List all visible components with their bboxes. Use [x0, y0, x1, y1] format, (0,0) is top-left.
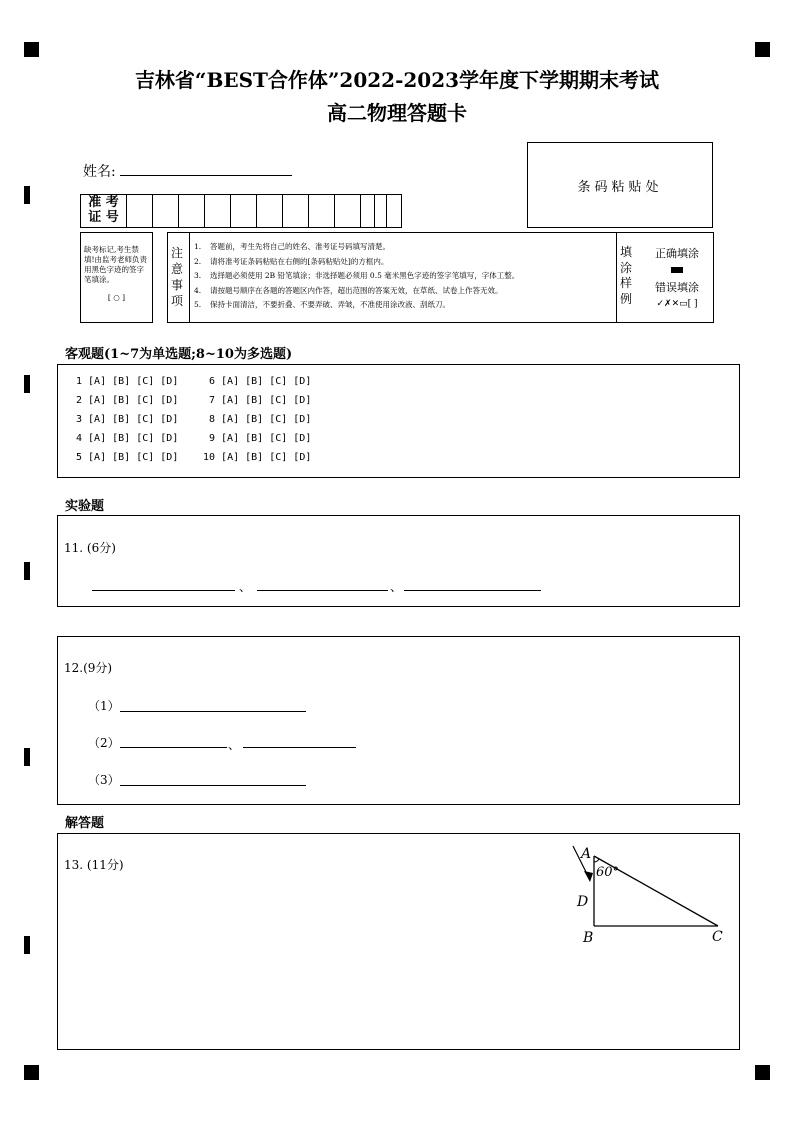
q12-separator: 、 [228, 738, 241, 752]
q11-separator: 、 [239, 580, 252, 594]
choice-row[interactable]: 2 [A] [B] [C] [D] [76, 395, 179, 406]
exam-id-label-line2: 证 号 [88, 210, 119, 225]
choice-row[interactable]: 8 [A] [B] [C] [D] [209, 414, 312, 425]
q12-answer-box [57, 636, 740, 805]
notice-item [194, 255, 614, 270]
exam-id-digit-cell[interactable] [178, 194, 205, 228]
divider [616, 232, 617, 323]
exam-id-digit-cell[interactable] [374, 194, 402, 228]
solution-section-title: 解答题 [65, 816, 105, 831]
q12-blank-2b[interactable] [243, 747, 356, 748]
fill-heading-char: 涂 [620, 260, 633, 275]
exam-id-digit-cell[interactable] [334, 194, 361, 228]
absent-mark-box [80, 232, 153, 323]
q12-part-3-label: （3） [88, 773, 120, 787]
choice-row[interactable]: 5 [A] [B] [C] [D] [76, 452, 179, 463]
corner-mark-top-right [755, 42, 770, 57]
name-field[interactable] [120, 175, 292, 176]
barcode-area [527, 142, 713, 228]
page-title: 吉林省“BEST合作体”2022-2023学年度下学期期末考试 [134, 68, 660, 92]
objective-section-title: 客观题(1~7为单选题;8~10为多选题) [65, 347, 293, 362]
exam-id-digit-cell[interactable] [256, 194, 283, 228]
point-d-label: D [577, 894, 589, 910]
notice-text: 请将准考证条码粘贴在右侧的[条码粘贴处]的方框内。 [210, 256, 389, 266]
corner-mark-bottom-left [24, 1065, 39, 1080]
fill-example-heading [620, 245, 634, 307]
wrong-fill-icons: ✓✗✕▭[ ] [656, 299, 698, 309]
ray-arrowhead [584, 871, 593, 882]
timing-mark [24, 375, 30, 393]
fill-heading-char: 样 [620, 276, 633, 290]
choice-row[interactable]: 1 [A] [B] [C] [D] [76, 376, 179, 387]
exam-id-digit-cell[interactable] [230, 194, 257, 228]
corner-mark-top-left [24, 42, 39, 57]
q13-label: 13. (11分) [64, 858, 124, 872]
page-subtitle: 高二物理答题卡 [327, 101, 467, 125]
point-c-label: C [712, 929, 723, 945]
notice-text: 选择题必须使用 2B 铅笔填涂；非选择题必须用 0.5 毫米黑色字迹的签字笔填写，字体工整。 [210, 271, 520, 280]
choice-row[interactable]: 3 [A] [B] [C] [D] [76, 414, 179, 425]
notice-item [194, 298, 614, 313]
notice-item [194, 284, 614, 299]
exam-id-digit-cell[interactable] [126, 194, 153, 228]
triangle-figure [568, 840, 728, 950]
notice-list [194, 240, 614, 313]
exam-id-digit-cell[interactable] [308, 194, 335, 228]
name-label: 姓名: [83, 164, 116, 180]
choice-row[interactable]: 6 [A] [B] [C] [D] [209, 376, 312, 387]
q12-label: 12.(9分) [64, 661, 113, 675]
q11-label: 11. (6分) [64, 541, 116, 555]
choice-row[interactable]: 4 [A] [B] [C] [D] [76, 433, 179, 444]
q12-blank-3[interactable] [120, 785, 306, 786]
q12-part-2-label: （2） [88, 736, 120, 750]
angle-label: 60° [596, 865, 620, 880]
exam-id-digit-cell[interactable] [204, 194, 231, 228]
notice-text: 答题前，考生先将自己的姓名、准考证号码填写清楚。 [210, 242, 390, 251]
q11-separator: 、 [390, 580, 403, 594]
corner-mark-bottom-right [755, 1065, 770, 1080]
notice-item [194, 240, 614, 255]
angle-arc [594, 859, 599, 862]
timing-mark [24, 748, 30, 766]
choice-column-right [203, 372, 311, 467]
correct-fill-label: 正确填涂 [655, 247, 699, 260]
barcode-label: 条码粘贴处 [577, 179, 663, 195]
timing-mark [24, 562, 30, 580]
wrong-fill-label: 错误填涂 [655, 281, 699, 294]
notice-text: 请按题号顺序在各题的答题区内作答，超出范围的答案无效，在草纸、试卷上作答无效。 [210, 285, 503, 295]
absent-mark-bubble[interactable]: [ ○ ] [107, 293, 126, 302]
choice-row[interactable]: 7 [A] [B] [C] [D] [209, 395, 312, 406]
point-b-label: B [583, 930, 594, 946]
q11-blank-1[interactable] [92, 590, 235, 591]
notice-num: 4. [194, 285, 202, 295]
notice-heading-char: 事 [171, 278, 184, 292]
q11-blank-2[interactable] [257, 590, 388, 591]
notice-heading-char: 项 [171, 294, 184, 308]
choice-row[interactable]: 10 [A] [B] [C] [D] [203, 452, 312, 463]
exam-id-digit-cell[interactable] [152, 194, 179, 228]
experiment-section-title: 实验题 [65, 499, 105, 514]
q12-blank-1[interactable] [120, 711, 306, 712]
timing-mark [24, 936, 30, 954]
q12-blank-2a[interactable] [120, 747, 227, 748]
notice-text: 保持卡面清洁，不要折叠、不要弄破、弄皱，不准使用涂改液、刮纸刀。 [210, 300, 450, 309]
fill-example [647, 245, 707, 309]
notice-heading [171, 245, 185, 309]
exam-id-label [81, 195, 126, 227]
exam-id-digit-cell[interactable] [282, 194, 309, 228]
absent-mark-text: 缺考标记,考生禁填!由监考老师负责用黑色字迹的签字笔填涂。 [84, 245, 148, 284]
fill-heading-char: 填 [620, 245, 633, 259]
notice-num: 3. [194, 271, 202, 280]
q12-part-1-label: （1） [88, 699, 120, 713]
correct-fill-sample [671, 267, 683, 273]
point-a-label: A [581, 846, 592, 862]
q11-blank-3[interactable] [404, 590, 541, 591]
notice-num: 5. [194, 300, 202, 309]
exam-id-label-line1: 准 考 [88, 195, 119, 210]
notice-num: 1. [194, 242, 202, 251]
fill-heading-char: 例 [620, 291, 633, 306]
notice-num: 2. [194, 256, 202, 266]
notice-heading-char: 意 [171, 262, 184, 276]
choice-column-left [76, 372, 178, 467]
divider [189, 232, 190, 323]
timing-mark [24, 186, 30, 204]
notice-heading-char: 注 [171, 246, 184, 260]
choice-row[interactable]: 9 [A] [B] [C] [D] [209, 433, 312, 444]
notice-item [194, 269, 614, 284]
